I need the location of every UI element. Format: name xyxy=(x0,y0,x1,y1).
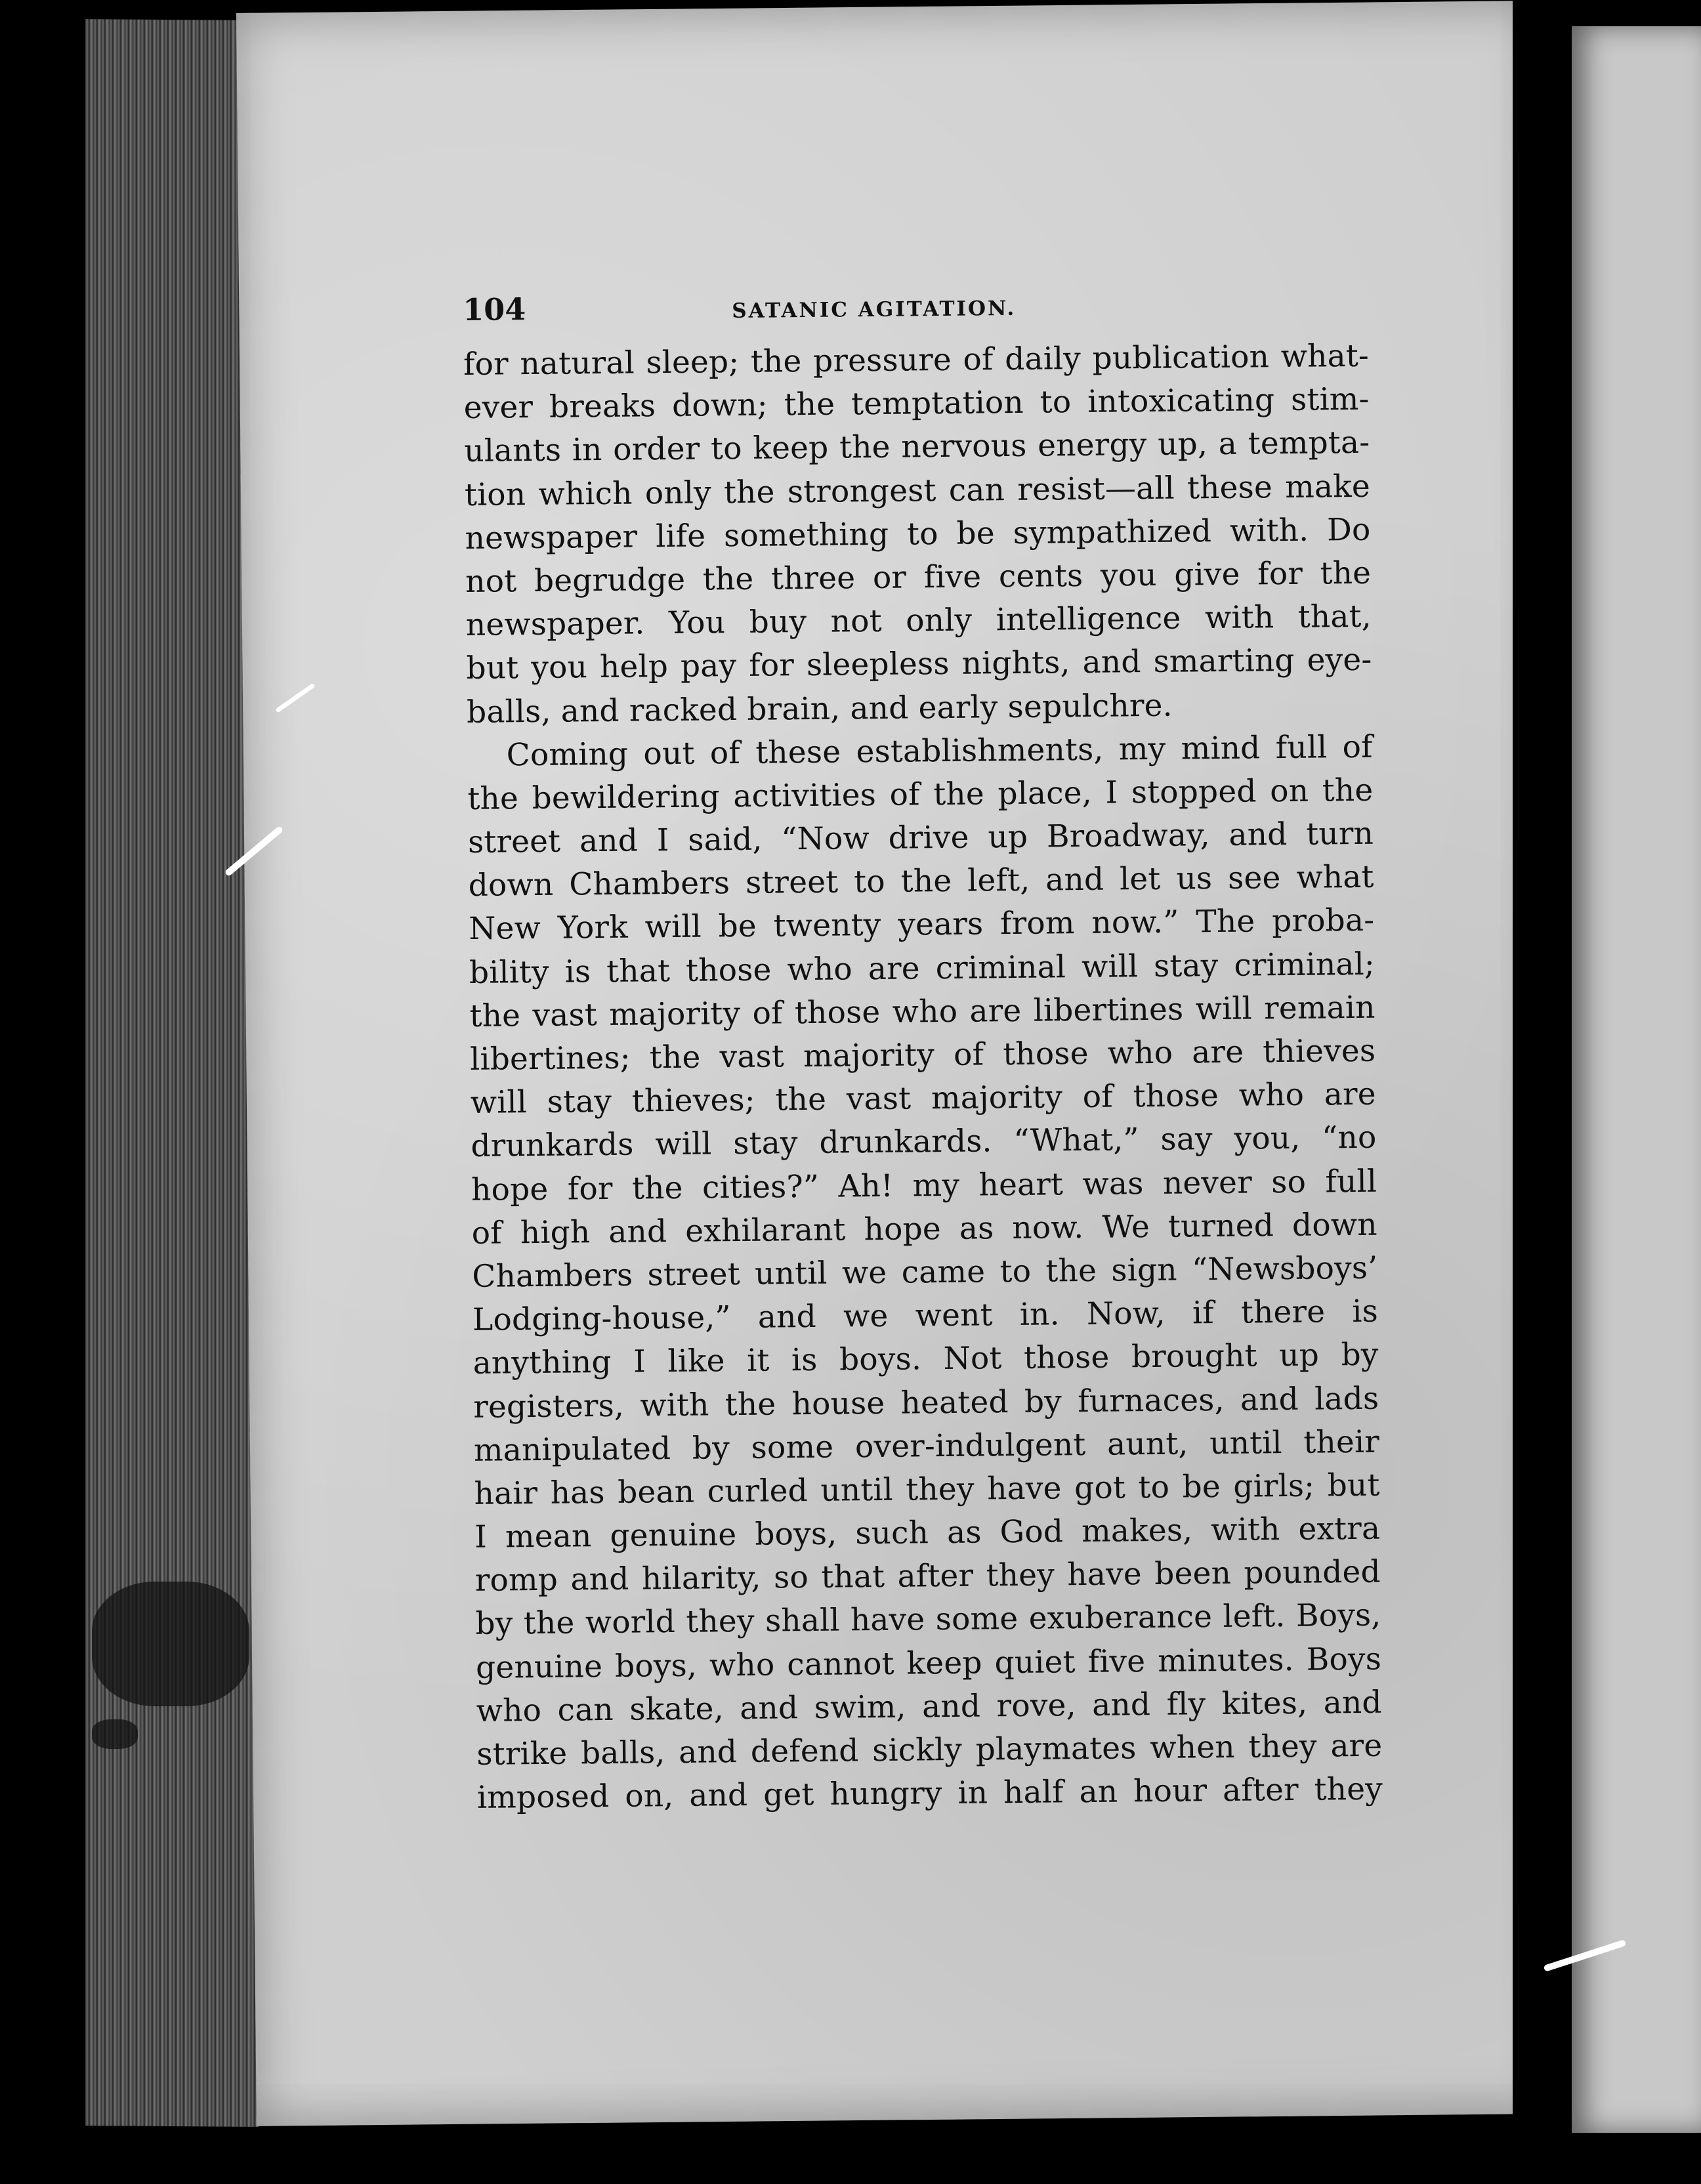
text-line: hair has bean curled until they have got to be girls; but xyxy=(474,1467,1380,1512)
text-line: anything I like it is boys. Not those brought up by xyxy=(472,1336,1379,1382)
text-line: but you help pay for sleepless nights, and smarting eye- xyxy=(466,642,1372,687)
text-line: the bewildering activities of the place, I stopped on the xyxy=(467,772,1374,817)
text-line: genuine boys, who cannot keep quiet five minutes. Boys xyxy=(475,1641,1382,1686)
edge-stain xyxy=(92,1582,249,1706)
text-line: Lodging-house,” and we went in. Now, if there is xyxy=(472,1293,1379,1339)
running-head: SATANIC AGITATION. xyxy=(732,296,1017,324)
page-header xyxy=(463,284,1369,338)
text-line: romp and hilarity, so that after they have been pounded xyxy=(474,1553,1381,1599)
facing-page-edge xyxy=(1572,26,1701,2133)
text-line: ever breaks down; the temptation to intoxicating stim- xyxy=(463,381,1370,427)
text-line: street and I said, “Now drive up Broadway, and turn xyxy=(467,815,1374,861)
text-line: newspaper life something to be sympathized with. Do xyxy=(465,511,1371,556)
text-line: ulants in order to keep the nervous energy up, a tempta- xyxy=(464,425,1370,470)
page-number: 104 xyxy=(463,291,526,327)
text-line: drunkards will stay drunkards. “What,” say you, “no xyxy=(471,1120,1377,1165)
text-line: who can skate, and swim, and rove, and fly kites, and xyxy=(476,1684,1382,1729)
text-line: the vast majority of those who are libertines will remain xyxy=(469,989,1376,1034)
text-line: imposed on, and get hungry in half an hour after they xyxy=(476,1771,1383,1816)
text-line: of high and exhilarant hope as now. We turned down xyxy=(471,1206,1377,1251)
text-line: strike balls, and defend sickly playmates when they are xyxy=(476,1727,1383,1773)
text-line: New York will be twenty years from now.” The proba- xyxy=(469,902,1375,948)
text-line: manipulated by some over-indulgent aunt, until their xyxy=(473,1423,1380,1469)
book-page-edges xyxy=(85,19,259,2127)
text-line: for natural sleep; the pressure of daily publication what- xyxy=(463,337,1370,383)
text-line: libertines; the vast majority of those who are thieves xyxy=(469,1032,1376,1078)
page-gutter xyxy=(1513,0,1575,2184)
text-line: I mean genuine boys, such as God makes, with extra xyxy=(474,1510,1381,1555)
text-line: by the world they shall have some exuberance left. Boys, xyxy=(475,1597,1381,1643)
text-line: Coming out of these establishments, my mind full of xyxy=(506,728,1373,774)
text-line: balls, and racked brain, and early sepulchre. xyxy=(466,687,1173,730)
text-line: Chambers street until we came to the sign “Newsboys’ xyxy=(472,1250,1378,1295)
page-text xyxy=(463,284,1383,1820)
text-line: registers, with the house heated by furnaces, and lads xyxy=(473,1380,1379,1425)
text-line: down Chambers street to the left, and let us see what xyxy=(468,858,1374,904)
text-line: newspaper. You buy not only intelligence with that, xyxy=(465,598,1372,644)
text-line: hope for the cities?” Ah! my heart was never so full xyxy=(471,1163,1377,1208)
text-line: tion which only the strongest can resist—all these make xyxy=(464,468,1371,513)
text-line: not begrudge the three or five cents you give for the xyxy=(465,555,1372,600)
edge-stain xyxy=(92,1719,138,1749)
text-line: will stay thieves; the vast majority of those who are xyxy=(470,1076,1377,1122)
text-line: bility is that those who are criminal will stay criminal; xyxy=(469,946,1376,991)
